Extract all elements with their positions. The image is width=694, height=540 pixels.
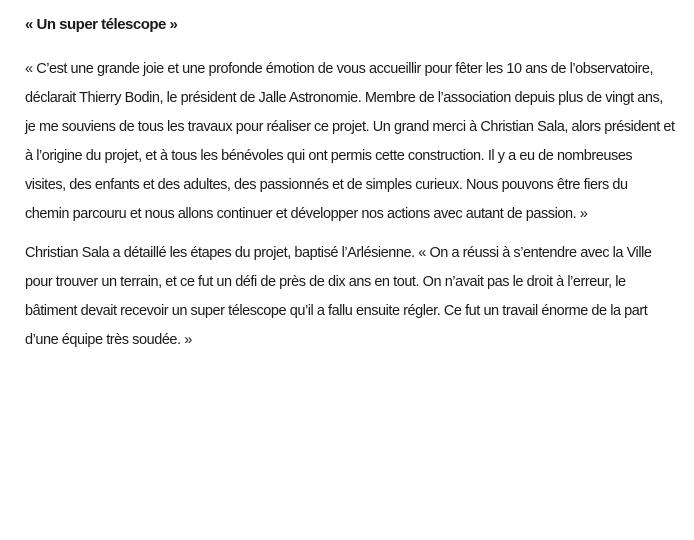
article-body: [25, 14, 675, 365]
article-subheading: « Un super télescope »: [25, 16, 178, 33]
article-paragraph-quote: « C’est une grande joie et une profonde émotion de vous accueillir pour fêter les 10 ans de l’observatoire, déclarait Thierry Bodin, le président de Jalle Astronomie. Membre de l’association depuis plus de vingt ans, je me souviens de tous les travaux pour réaliser ce projet. Un grand merci à Christian Sala, alors président et à l’origine du projet, et à tous les bénévoles qui ont permis cette construction. Il y a eu de nombreuses visites, des enfants et des adultes, des passionnés et de simples curieux. Nous pouvons être fiers du chemin parcouru et nous allons continuer et développer nos actions avec autant de passion. »: [25, 61, 675, 222]
article-paragraph-details: Christian Sala a détaillé les étapes du projet, baptisé l’Arlésienne. « On a réussi à s’entendre avec la Ville pour trouver un terrain, et ce fut un défi de près de dix ans en tout. On n’avait pas le droit à l’erreur, le bâtiment devait recevoir un super télescope qu’il a fallu ensuite régler. Ce fut un travail énorme de la part d’une équipe très soudée. »: [25, 245, 652, 348]
